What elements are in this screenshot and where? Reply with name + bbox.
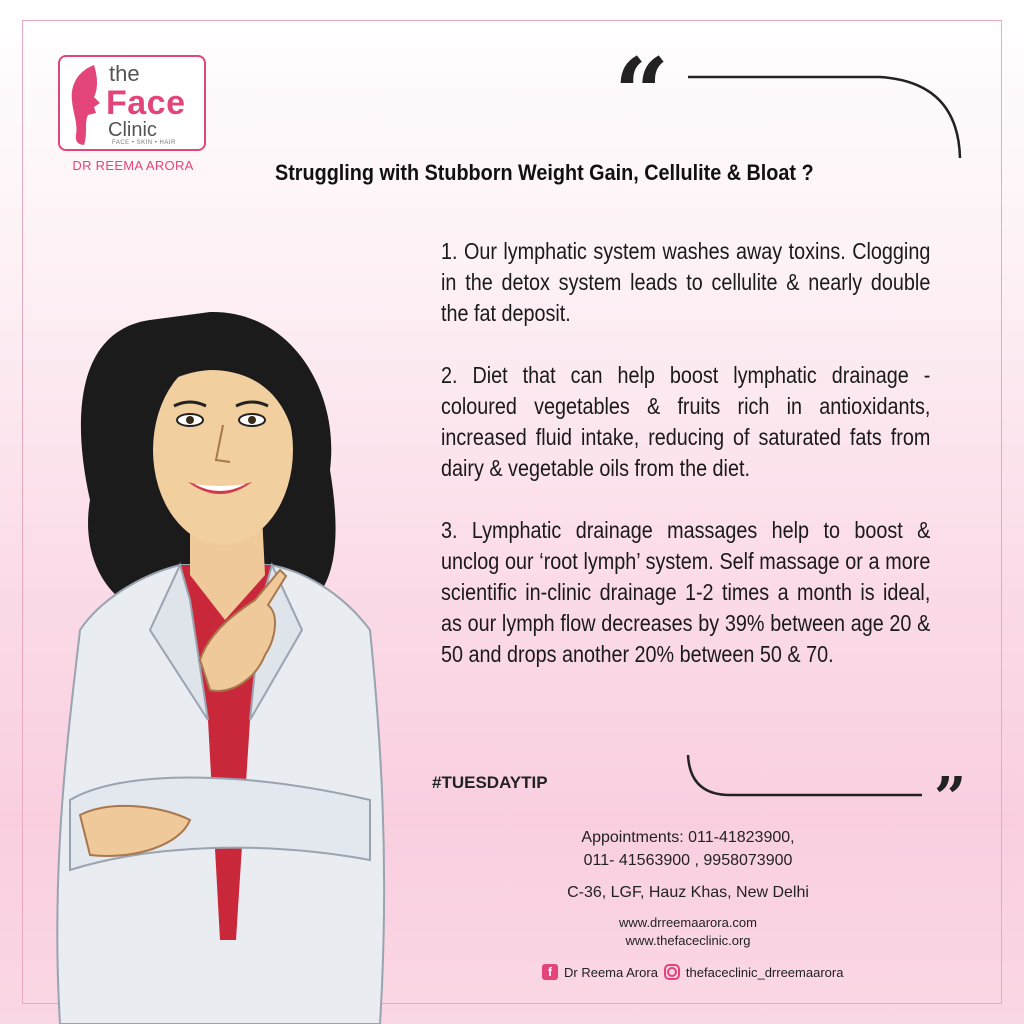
appointments-line-2: 011- 41563900 , 9958073900 <box>583 852 793 869</box>
instagram-icon[interactable] <box>664 964 680 980</box>
tip-item: 3. Lymphatic drainage massages help to boost & unclog our ‘root lymph’ system. Self massage or a more scientific in-clinic drainage 1-2 times a month is ideal, as our lymph flow decreases by 39% between age 20 & 50 and drops another 20% between 50 & 70. <box>441 517 931 667</box>
tip-item: 2. Diet that can help boost lymphatic drainage - coloured vegetables & fruits rich in antioxidants, increased fluid intake, reducing of saturated fats from dairy & vegetable oils from the diet. <box>441 362 931 481</box>
address: C-36, LGF, Hauz Khas, New Delhi <box>567 884 809 901</box>
appointments-line-1: Appointments: 011-41823900, <box>581 829 795 846</box>
open-quote-icon: “ <box>614 37 670 150</box>
logo-the: the <box>109 61 140 86</box>
close-quote-icon: ” <box>934 765 967 831</box>
clinic-logo <box>58 55 206 151</box>
logo-subtitle: FACE • SKIN • HAIR <box>112 140 176 146</box>
tip-item: 1. Our lymphatic system washes away toxins. Clogging in the detox system leads to cellulite & nearly double the fat deposit. <box>441 238 931 326</box>
tips-list <box>441 236 986 701</box>
contact-block <box>470 826 906 950</box>
doctor-illustration <box>40 300 400 1024</box>
facebook-icon[interactable]: f <box>542 964 558 980</box>
website-link[interactable]: www.drreemaarora.com <box>619 915 757 930</box>
website-link[interactable]: www.thefaceclinic.org <box>625 933 751 948</box>
logo-clinic: Clinic <box>108 119 157 141</box>
instagram-handle[interactable]: thefaceclinic_drreemaarora <box>685 964 844 980</box>
logo-face: Face <box>106 84 186 122</box>
facebook-name[interactable]: Dr Reema Arora <box>564 964 658 980</box>
social-links <box>542 964 843 980</box>
doctor-name: DR REEMA ARORA <box>72 158 194 173</box>
hashtag: #TUESDAYTIP <box>432 773 548 792</box>
headline: Struggling with Stubborn Weight Gain, Cellulite & Bloat ? <box>275 160 814 185</box>
face-profile-icon <box>64 63 106 147</box>
